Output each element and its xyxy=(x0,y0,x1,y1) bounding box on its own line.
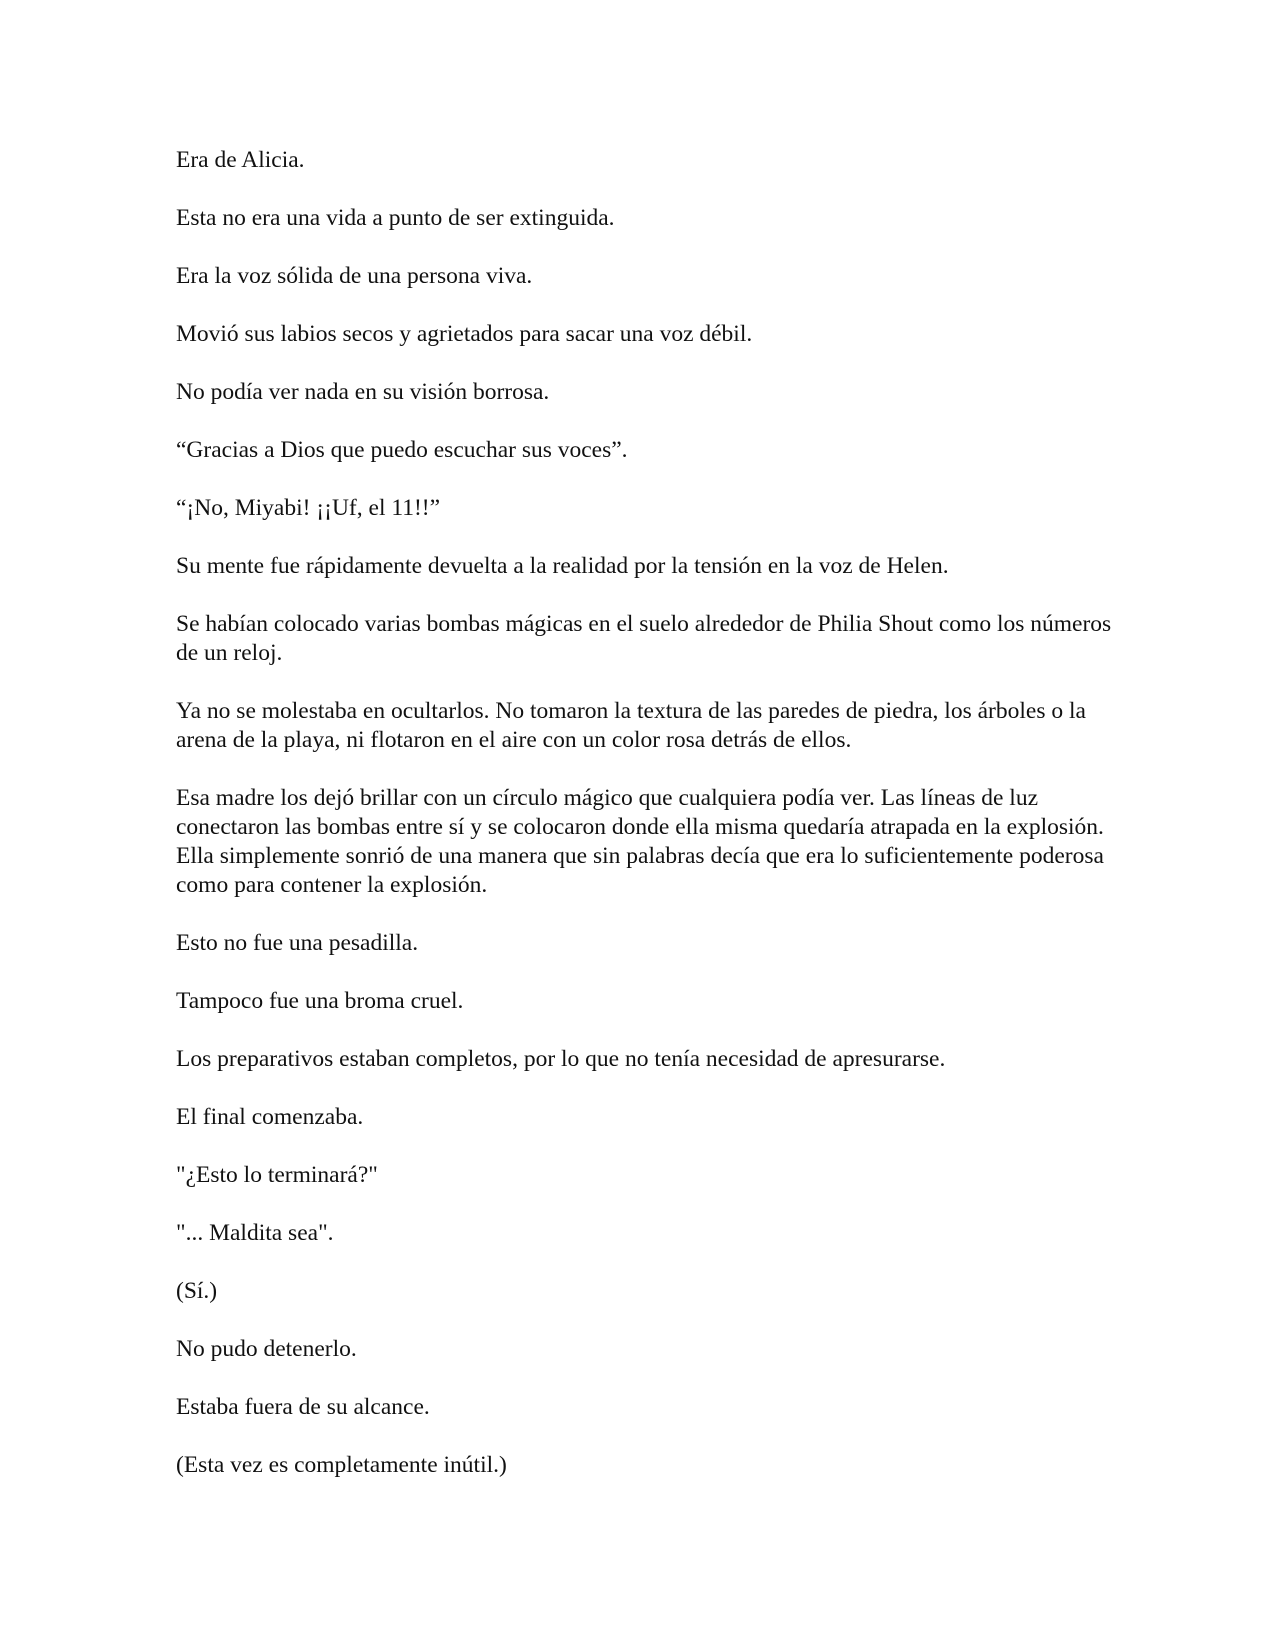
paragraph: Tampoco fue una broma cruel. xyxy=(176,988,464,1014)
paragraph: Ya no se molestaba en ocultarlos. No tomaron la textura de las paredes de piedra, los árboles o la arena de la playa, ni flotaron en el aire con un color rosa detrás de ellos. xyxy=(176,698,1086,753)
body-text xyxy=(176,146,1116,1509)
paragraph: “Gracias a Dios que puedo escuchar sus voces”. xyxy=(176,437,628,463)
paragraph: El final comenzaba. xyxy=(176,1104,364,1130)
paragraph: Era de Alicia. xyxy=(176,147,305,173)
paragraph: No pudo detenerlo. xyxy=(176,1336,357,1362)
paragraph: Estaba fuera de su alcance. xyxy=(176,1394,430,1420)
paragraph: Esta no era una vida a punto de ser extinguida. xyxy=(176,205,615,231)
paragraph: Esto no fue una pesadilla. xyxy=(176,930,419,956)
paragraph: "... Maldita sea". xyxy=(176,1220,334,1246)
paragraph: No podía ver nada en su visión borrosa. xyxy=(176,379,550,405)
paragraph: Se habían colocado varias bombas mágicas en el suelo alrededor de Philia Shout como los números de un reloj. xyxy=(176,611,1112,666)
paragraph: Su mente fue rápidamente devuelta a la realidad por la tensión en la voz de Helen. xyxy=(176,553,949,579)
paragraph: “¡No, Miyabi! ¡¡Uf, el 11!!” xyxy=(176,495,441,521)
paragraph: Movió sus labios secos y agrietados para sacar una voz débil. xyxy=(176,321,753,347)
paragraph: Los preparativos estaban completos, por lo que no tenía necesidad de apresurarse. xyxy=(176,1046,946,1072)
paragraph: (Sí.) xyxy=(176,1278,218,1304)
paragraph: "¿Esto lo terminará?" xyxy=(176,1162,378,1188)
paragraph: (Esta vez es completamente inútil.) xyxy=(176,1452,507,1478)
paragraph: Era la voz sólida de una persona viva. xyxy=(176,263,533,289)
paragraph: Esa madre los dejó brillar con un círculo mágico que cualquiera podía ver. Las líneas de luz conectaron las bombas entre sí y se colocaron donde ella misma quedaría atrapada en la explosión. Ella simplemente sonrió de una manera que sin palabras decía que era lo suficientemente poderosa como para contener la explosión. xyxy=(176,785,1104,898)
